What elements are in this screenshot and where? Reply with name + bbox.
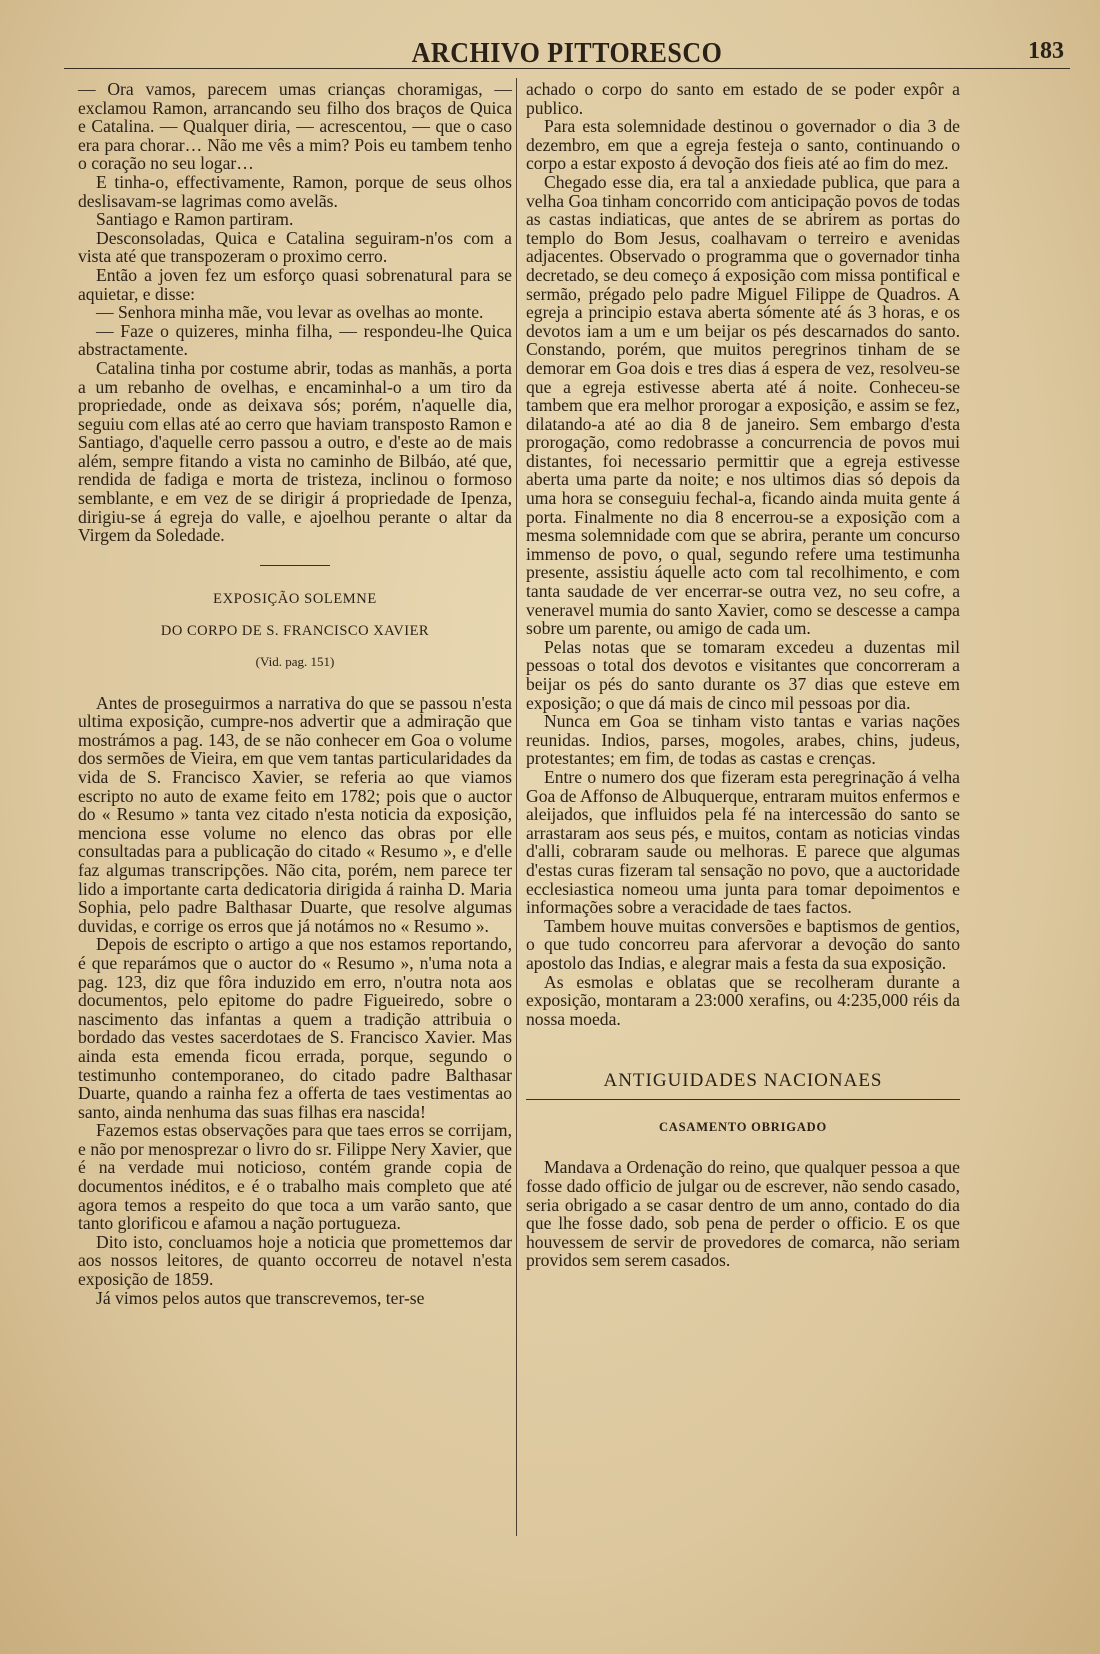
section-subtitle: CASAMENTO OBRIGADO: [658, 1119, 827, 1134]
paragraph: Nunca em Goa se tinham visto tantas e varias nações reunidas. Indios, parses, mogoles, arabes, chins, judeus, protestantes; em fim, de todas as castas e crenças.: [526, 711, 960, 769]
left-column: [78, 80, 512, 1307]
paragraph: Tambem houve muitas conversões e baptismos de gentios, o que tudo concorreu para afervorar a devoção do santo apostolo das Indias, e alegrar mais a festa da sua exposição.: [526, 915, 960, 973]
right-column: [526, 80, 960, 1270]
paragraph: Catalina tinha por costume abrir, todas as manhãs, a porta a um rebanho de ovelhas, e encaminhal-o a um tiro da propriedade, onde as deixava sós; porém, n'aquelle dia, seguiu com ellas até ao cerro que haviam transposto Ramon e Santiago, d'aquelle cerro passou a outro, e d'este ao de mais além, sempre fitando a vista no caminho de Bilbáo, até que, rendida de fadiga e morta de tristeza, inclinou o formoso semblante, e em vez de se dirigir á propriedade de Ipenza, dirigiu-se á egreja do valle, e ajoelhou perante o altar da Virgem da Soledade.: [78, 357, 512, 546]
paragraph: achado o corpo do santo em estado de se poder expôr a publico.: [526, 79, 960, 118]
paragraph: Desconsoladas, Quica e Catalina seguiram-n'os com a vista até que transpozeram o proximo cerro.: [78, 227, 512, 267]
paragraph: Então a joven fez um esforço quasi sobrenatural para se aquietar, e disse:: [78, 264, 512, 304]
page-number: 183: [1028, 38, 1064, 64]
section-subtitle: DO CORPO DE S. FRANCISCO XAVIER: [160, 623, 430, 640]
column-divider: [516, 78, 517, 1536]
section-title: EXPOSIÇÃO SOLEMNE: [213, 590, 377, 607]
paragraph: — Ora vamos, parecem umas crianças choramigas, — exclamou Ramon, arrancando seu filho dos braços de Quica e Catalina. — Qualquer diria, — acrescentou, — que o caso era para chorar… Não me vês a mim? Pois eu tambem tenho o coração no seu logar…: [78, 79, 512, 174]
paragraph: Pelas notas que se tomaram excedeu a duzentas mil pessoas o total dos devotos e visitantes que concorreram a beijar os pés do santo durante os 37 dias que esteve em exposição; o que dá mais de cinco mil pessoas por dia.: [526, 636, 960, 713]
section-title: ANTIGUIDADES NACIONAES: [526, 1072, 960, 1100]
paragraph: Santiago e Ramon partiram.: [96, 209, 294, 230]
paragraph: Mandava a Ordenação do reino, que qualquer pessoa a que fosse dado officio de julgar ou de escrever, não sendo casado, seria obrigado a se casar dentro de um anno, contado do dia que lhe fosse dado, sob pena de perder o officio. E os que houvessem de servir de provedores de comarca, não seriam providos sem serem casados.: [526, 1157, 960, 1271]
paragraph: Para esta solemnidade destinou o governador o dia 3 de dezembro, em que a egreja festeja o santo, continuando o corpo a estar exposto á devoção dos fieis até ao fim do mez.: [526, 116, 960, 174]
page-header: [64, 38, 1070, 69]
paragraph: E tinha-o, effectivamente, Ramon, porque de seus olhos deslisavam-se lagrimas como avelãs.: [78, 171, 512, 211]
paragraph: Antes de proseguirmos a narrativa do que se passou n'esta ultima exposição, cumpre-nos advertir que a admiração que mostrámos a pag. 143, de se não conhecer em Goa o volume dos sermões de Vieira, em que vem tantas particularidades da vida de S. Francisco Xavier, se referia ao que viamos escripto no auto de exame feito em 1782; pois que o auctor do « Resumo » tanta vez citado n'esta noticia da exposição, menciona esse volume no elenco das obras por elle consultadas para a publicação do citado « Resumo », e d'elle faz algumas transcripções. Não cita, porém, nem parece ter lido a importante carta dedicatoria dirigida á rainha D. Maria Sophia, pelo padre Balthasar Duarte, que resolve algumas duvidas, e corrige os erros que já notámos no « Resumo ».: [78, 692, 512, 936]
paragraph: Chegado esse dia, era tal a anxiedade publica, que para a velha Goa tinham concorrido com anticipação povos de todas as castas indiaticas, que antes de se abrirem as portas do templo do Bom Jesus, coalhavam o terreiro e avenidas adjacentes. Observado o programma que o governador tinha decretado, se deu começo á exposição com missa pontifical e sermão, prégado pelo padre Miguel Filippe de Quadros. A egreja a principio estava aberta sómente até ás 3 horas, e os devotos iam a um e um beijar os pés descarnados do santo. Constando, porém, que muitos peregrinos tinham de se demorar em Goa dois e tres dias á espera de vez, resolveu-se que a egreja estivesse aberta até á noite. Conheceu-se tambem que era melhor prorogar a exposição, e assim se fez, dilatando-a até ao dia 8 de janeiro. Sem embargo d'esta prorogação, como redobrasse a concurrencia de povos mui distantes, foi necessario permittir que a egreja estivesse aberta uma parte da noite; e nos ultimos dias só depois da uma hora se conseguiu fechal-a, ficando ainda muita gente á porta. Finalmente no dia 8 encerrou-se a exposição com a mesma solemnidade com que se abrira, perante um concurso immenso de povo, o qual, segundo refere uma testimunha presente, assistiu áquelle acto com tal recolhimento, e com tanta saudade de ver encerrar-se outra vez, no seu cofre, a veneravel mumia do santo Xavier, como se descesse a campa sobre um parente, ou amigo de cada um.: [526, 171, 960, 639]
paragraph: — Senhora minha mãe, vou levar as ovelhas ao monte.: [96, 302, 484, 323]
paragraph: — Faze o quizeres, minha filha, — respondeu-lhe Quica abstractamente.: [78, 320, 512, 360]
paragraph: As esmolas e oblatas que se recolheram durante a exposição, montaram a 23:000 xerafins, ou 4:235,000 réis da nossa moeda.: [526, 971, 960, 1029]
section-divider: [260, 565, 330, 566]
paragraph: Dito isto, concluamos hoje a noticia que promettemos dar aos nossos leitores, de quanto occorreu de notavel n'esta exposição de 1859.: [78, 1231, 512, 1290]
paragraph: Entre o numero dos que fizeram esta peregrinação á velha Goa de Affonso de Albuquerque, entraram muitos enfermos e aleijados, que influidos pela fé na intercessão do santo se arrastaram aos seus pés, e muitos, contam as noticias vindas d'alli, cobraram saude ou melhoras. E parece que algumas d'estas curas fizeram tal sensação no povo, que a auctoridade ecclesiastica nomeou uma junta para tomar depoimentos e informações sobre a veracidade de taes factos.: [526, 766, 960, 918]
paragraph: Já vimos pelos autos que transcrevemos, ter-se: [96, 1287, 425, 1308]
paragraph: Depois de escripto o artigo a que nos estamos reportando, é que reparámos que o auctor do « Resumo », n'uma nota a pag. 123, diz que fôra induzido em erro, n'outra nota aos documentos, pelo epitome do padre Figueiredo, sobre o nascimento das infantas a quem a tradição attribuia o bordado das vestes sacerdotaes de S. Francisco Xavier. Mas ainda esta emenda ficou errada, porque, segundo o testimunho contemporaneo, do citado padre Balthasar Duarte, quando a rainha fez a offerta de taes vestimentas ao santo, ainda nenhuma das suas filhas era nascida!: [78, 934, 512, 1122]
section-reference: (Vid. pag. 151): [255, 654, 335, 670]
paragraph: Fazemos estas observações para que taes erros se corrijam, e não por menosprezar o livro do sr. Filippe Nery Xavier, que é na verdade mui noticioso, contém grande copia de documentos inéditos, e é o trabalho mais completo que até agora temos a respeito do que toca a um varão santo, que tanto glorificou e afamou a nação portugueza.: [78, 1120, 512, 1234]
running-title: ARCHIVO PITTORESCO: [411, 36, 723, 69]
